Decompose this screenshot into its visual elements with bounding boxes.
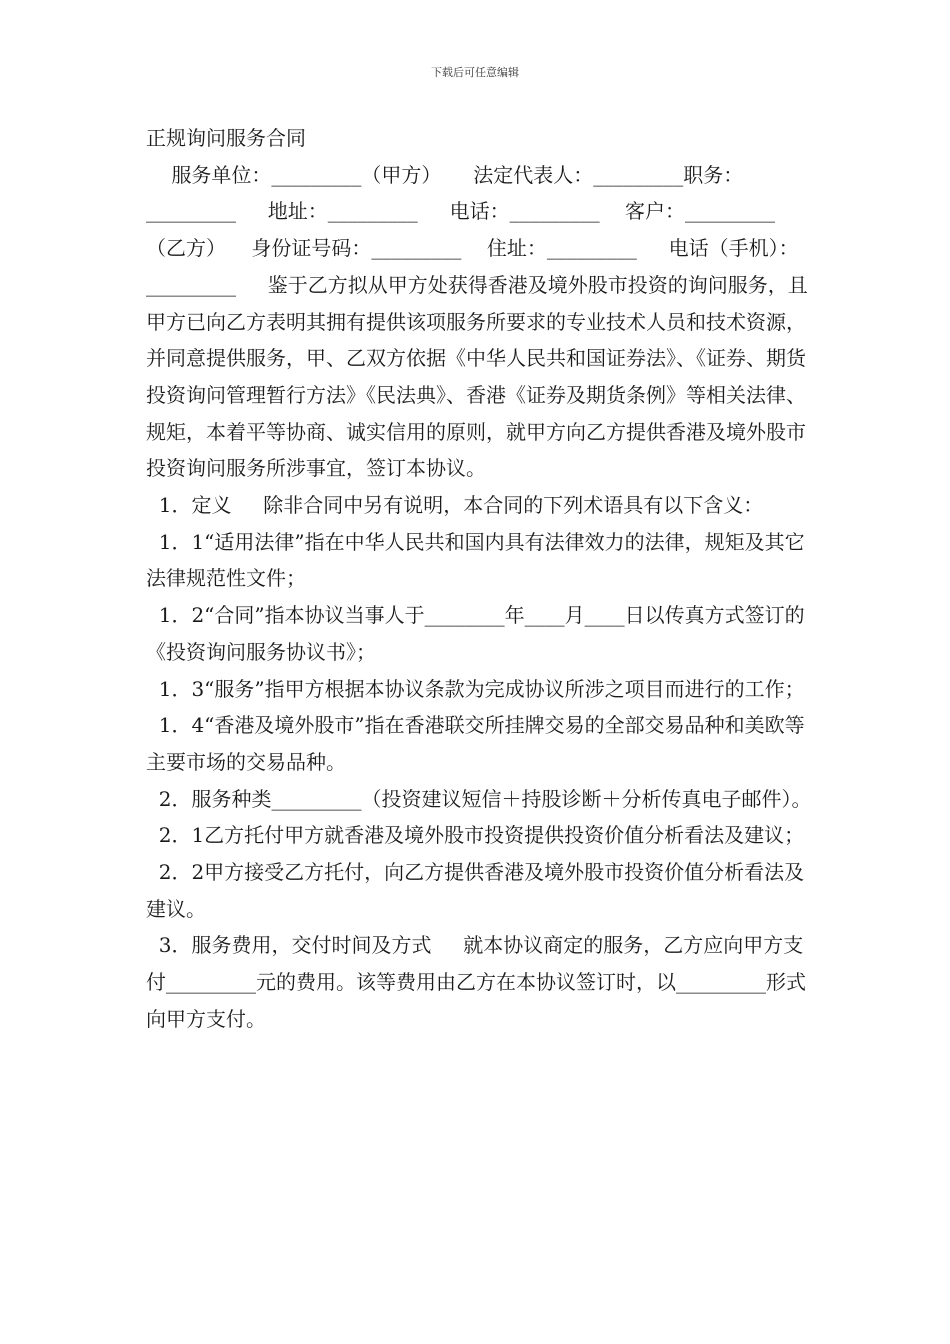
contract-title: 正规询问服务合同 <box>146 126 306 150</box>
clause-1-3: 1．3“服务”指甲方根据本协议条款为完成协议所涉之项目而进行的工作； <box>146 676 805 701</box>
clause-3-fees: 3．服务费用，交付时间及方式 就本协议商定的服务，乙方应向甲方支付_________元的费用。该等费用由乙方在本协议签订时，以_________形式向甲方支付。 <box>146 933 806 1031</box>
clause-2-2: 2．2甲方接受乙方托付，向乙方提供香港及境外股市投资价值分析看法及建议。 <box>146 860 805 921</box>
clause-1-definitions: 1．定义 除非合同中另有说明，本合同的下列术语具有以下含义： <box>146 493 764 518</box>
clause-1-4: 1．4“香港及境外股市”指在香港联交所挂牌交易的全部交易品种和美欧等主要市场的交易品种。 <box>146 713 805 774</box>
parties-and-preamble: 服务单位：_________（甲方） 法定代表人：_________职务：_________ 地址：_________ 电话：_________ 客户：_________（乙方） 身份证号码：_________ 住址：_________ 电话（手机）：_________ 鉴于乙方拟从甲方处获得香港及境外股市投资的询问服务，且甲方已向乙方表明其拥有提供该项服务所要求的专业技术人员和技术资源，并同意提供服务，甲、乙双方依据《中华人民共和国证券法》、《证券、期货投资询问管理暂行方法》《民法典》、香港《证券及期货条例》等相关法律、规矩，本着平等协商、诚实信用的原则，就甲方向乙方提供香港及境外股市投资询问服务所涉事宜，签订本协议。 <box>146 162 808 481</box>
header-note: 下载后可任意编辑 <box>431 66 519 79</box>
clause-2-1: 2．1乙方托付甲方就香港及境外股市投资提供投资价值分析看法及建议； <box>146 823 805 848</box>
clause-2-service-types: 2．服务种类_________（投资建议短信＋持股诊断＋分析传真电子邮件）。 <box>146 786 812 811</box>
clause-1-1: 1．1“适用法律”指在中华人民共和国内具有法律效力的法律，规矩及其它法律规范性文件； <box>146 529 805 591</box>
contract-body <box>146 120 812 1038</box>
clause-1-2: 1．2“合同”指本协议当事人于________年____月____日以传真方式签订的《投资询问服务协议书》； <box>146 603 805 664</box>
